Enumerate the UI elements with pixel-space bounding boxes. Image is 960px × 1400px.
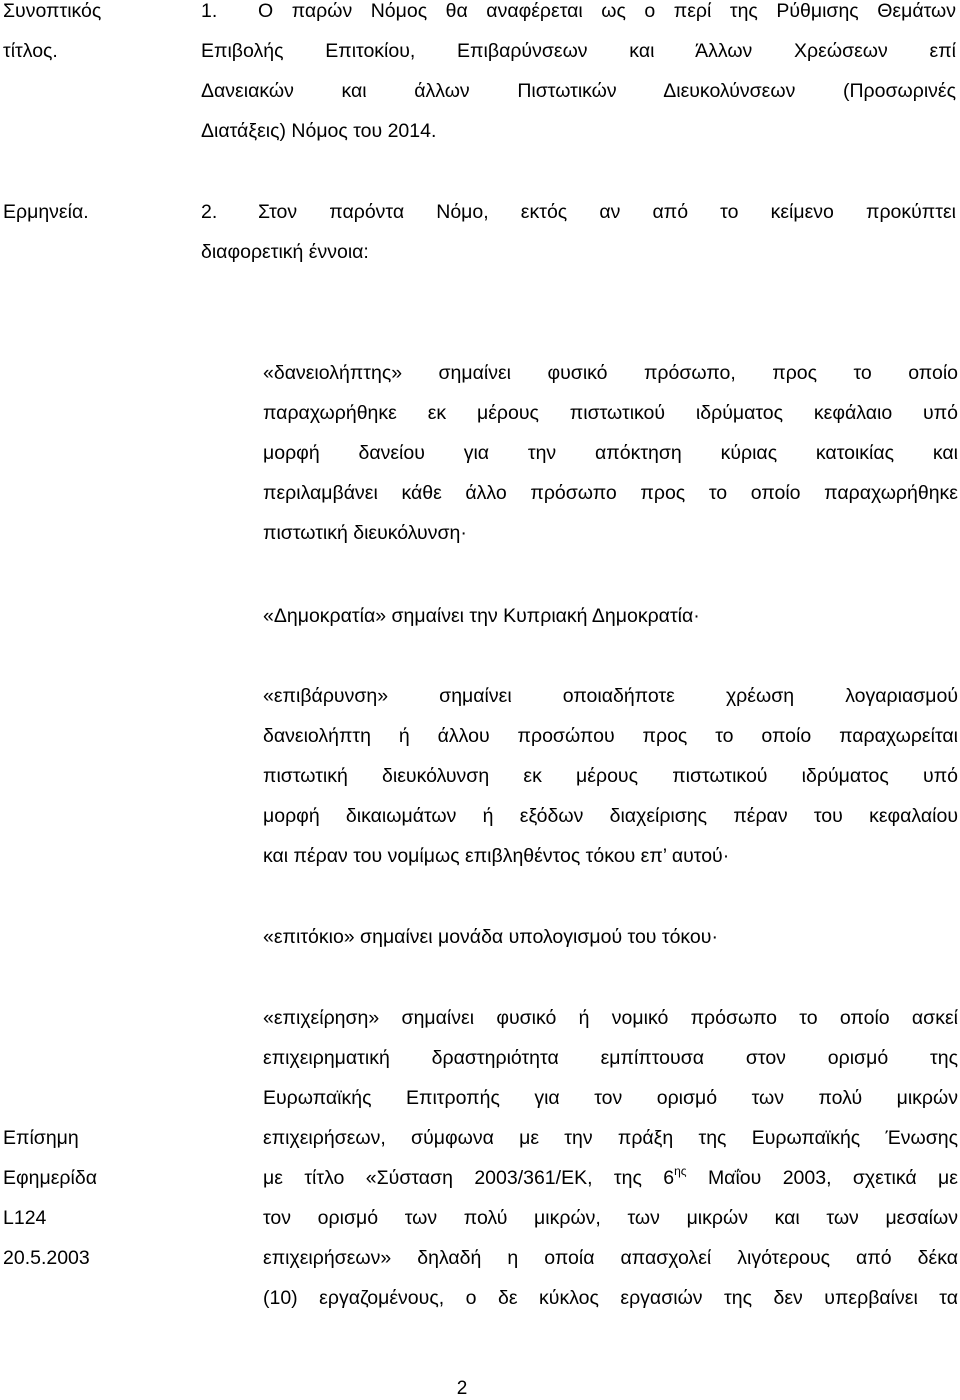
section-1-number: 1. xyxy=(201,0,218,22)
margin-title-interpretation: Ερμηνεία. xyxy=(3,201,89,223)
definition-charge: «επιβάρυνση» σημαίνει οποιαδήποτε χρέωση λογαριασμού δανειολήπτη ή άλλου προσώπου προς το οποίο παραχωρείται πιστωτική διευκόλυνση εκ μέρους πιστωτικού ιδρύματος υπό μορφή δικαιωμάτων ή εξόδων διαχείρισης πέραν του κεφαλαίου και πέραν του νομίμως επιβληθέντος τόκου επ’ αυτού· xyxy=(263,685,958,867)
definition-republic: «Δημοκρατία» σημαίνει την Κυπριακή Δημοκρατία· xyxy=(263,605,700,627)
section-2 xyxy=(201,192,956,272)
section-2-line: 2. Στον παρόντα Νόμο, εκτός αν από το κείμενο προκύπτει xyxy=(201,192,956,232)
section-1-line: Επιβολής Επιτοκίου, Επιβαρύνσεων και Άλλων Χρεώσεων επί xyxy=(201,40,956,62)
section-1-line: 1. Ο παρών Νόμος θα αναφέρεται ως ο περί της Ρύθμισης Θεμάτων xyxy=(201,0,956,31)
definition-interest-rate: «επιτόκιο» σημαίνει μονάδα υπολογισμού του τόκου· xyxy=(263,926,718,948)
enterprise-line-with-superscript: με τίτλο «Σύσταση 2003/361/ΕΚ, της $6^{\eta\varsigma}$ Μαΐου 2003, σχετικά με xyxy=(263,1163,958,1189)
definition-enterprise: «επιχείρηση» σημαίνει φυσικό ή νομικό πρόσωπο το οποίο ασκεί επιχειρηματική δραστηριότητα εμπίπτουσα στον ορισμό της Ευρωπαϊκής Επιτροπής για τον ορισμό των πολύ μικρών επιχειρήσεων, σύμφωνα με την πράξη της Ευρωπαϊκής Ένωσης με τίτλο «Σύσταση 2003/361/ΕΚ, της $6^{\eta\varsigma}$ Μαΐου 2003, σχετικά με τον ορισμό των πολύ μικρών, των μικρών και των μεσαίων επιχειρήσεων» δηλαδή η οποία απασχολεί λιγότερους από δέκα (10) εργαζομένους, ο δε κύκλος εργασιών της δεν υπερβαίνει τα xyxy=(263,1007,958,1309)
margin-reference-official-journal: Επίσημη Εφημερίδα L124 20.5.2003 xyxy=(3,1127,97,1269)
section-2-line: διαφορετική έννοια: xyxy=(201,241,369,263)
page-number: 2 xyxy=(456,1378,468,1399)
section-2-number: 2. xyxy=(201,201,218,223)
definition-borrower: «δανειολήπτης» σημαίνει φυσικό πρόσωπο, προς το οποίο παραχωρήθηκε εκ μέρους πιστωτικού ιδρύματος κεφάλαιο υπό μορφή δανείου για την απόκτηση κύριας κατοικίας και περιλαμβάνει κάθε άλλο πρόσωπο προς το οποίο παραχωρήθηκε πιστωτική διευκόλυνση· xyxy=(263,362,958,544)
superscript-ordinal: ης xyxy=(674,1163,687,1178)
section-1-line: Δανειακών και άλλων Πιστωτικών Διευκολύνσεων (Προσωρινές xyxy=(201,80,956,102)
margin-title-short-title: Συνοπτικός τίτλος. xyxy=(3,0,102,62)
section-1 xyxy=(201,0,956,151)
section-1-line: Διατάξεις) Νόμος του 2014. xyxy=(201,120,437,142)
